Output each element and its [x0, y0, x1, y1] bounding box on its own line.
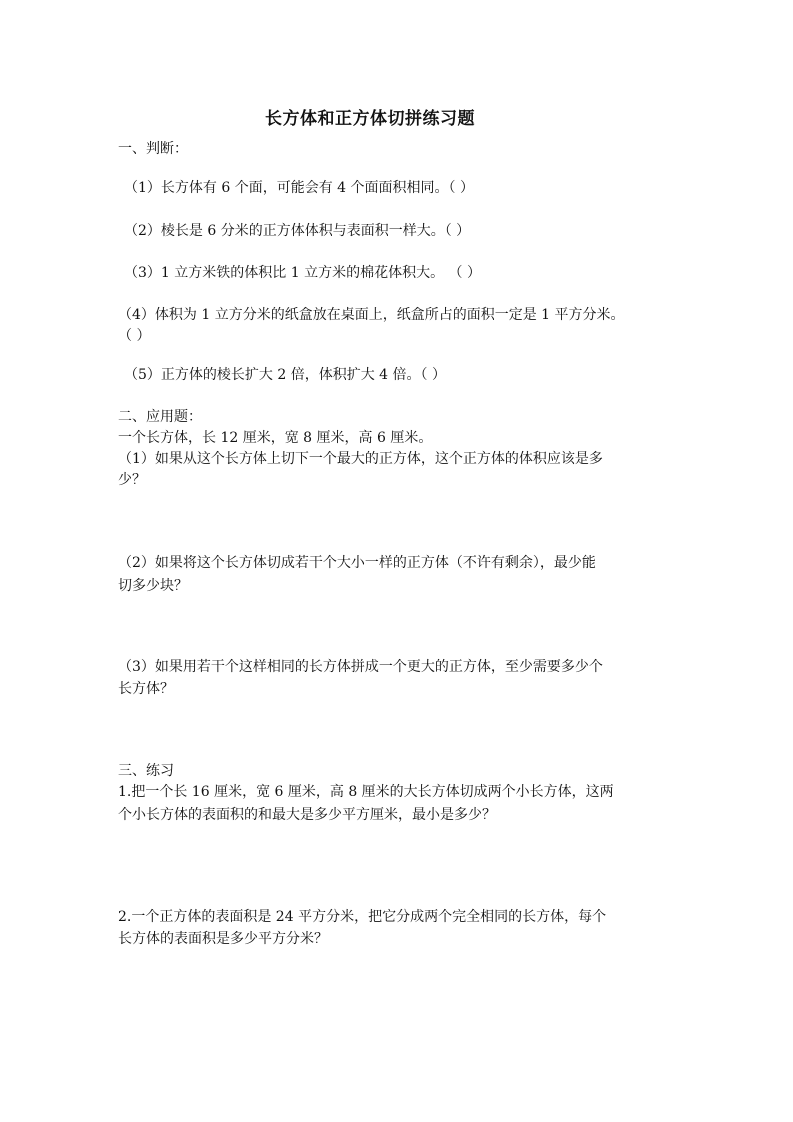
judge-item-1: （1）长方体有 6 个面，可能会有 4 个面面积相同。（ ）: [124, 180, 474, 196]
section2-heading: 二、应用题：: [118, 409, 202, 425]
question-3-line-2: 长方体？: [118, 681, 174, 697]
question-3-line-1: （3）如果用若干个这样相同的长方体拼成一个更大的正方体，至少需要多少个: [118, 659, 603, 675]
section2-intro: 一个长方体，长 12 厘米，宽 8 厘米，高 6 厘米。: [118, 430, 433, 446]
question-2-line-1: （2）如果将这个长方体切成若干个大小一样的正方体（不许有剩余），最少能: [118, 555, 596, 571]
practice-1-line-1: 1.把一个长 16 厘米，宽 6 厘米，高 8 厘米的大长方体切成两个小长方体，这两: [118, 784, 614, 800]
question-2-line-2: 切多少块？: [118, 578, 188, 594]
judge-item-2: （2）棱长是 6 分米的正方体体积与表面积一样大。（ ）: [124, 223, 471, 239]
judge-item-4-bracket: （ ）: [118, 328, 151, 344]
practice-1-line-2: 个小长方体的表面积的和最大是多少平方厘米，最小是多少？: [118, 807, 496, 823]
judge-item-3: （3）1 立方米铁的体积比 1 立方米的棉花体积大。 （ ）: [124, 265, 481, 281]
question-1-line-2: 少？: [118, 472, 146, 488]
judge-item-5: （5）正方体的棱长扩大 2 倍，体积扩大 4 倍。（ ）: [124, 367, 446, 383]
page-title: 长方体和正方体切拼练习题: [265, 109, 475, 129]
question-1-line-1: （1）如果从这个长方体上切下一个最大的正方体，这个正方体的体积应该是多: [118, 451, 603, 467]
practice-2-line-1: 2.一个正方体的表面积是 24 平方分米，把它分成两个完全相同的长方体，每个: [118, 909, 607, 925]
practice-2-line-2: 长方体的表面积是多少平方分米？: [118, 931, 328, 947]
judge-item-4: （4）体积为 1 立方分米的纸盒放在桌面上，纸盒所占的面积一定是 1 平方分米。: [118, 307, 625, 323]
section3-heading: 三、练习: [118, 763, 174, 779]
section1-heading: 一、判断：: [118, 141, 188, 157]
